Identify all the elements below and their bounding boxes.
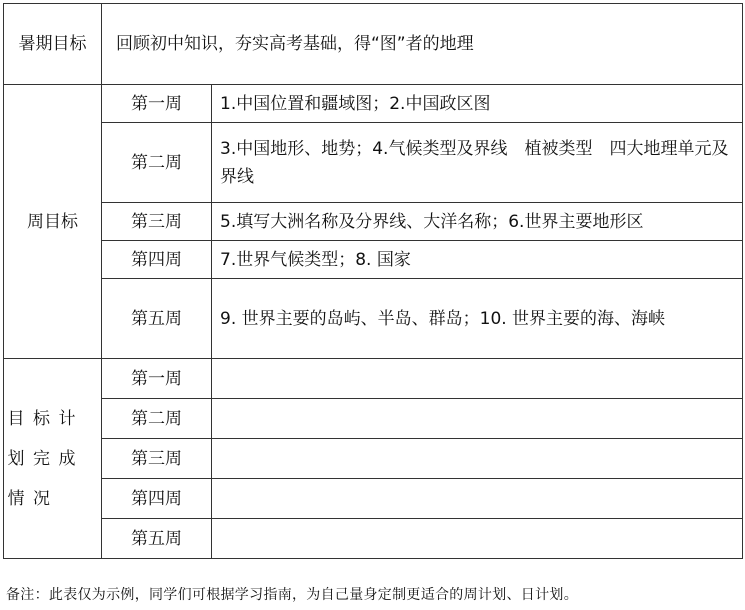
weekly-row: [4, 279, 743, 359]
completion-week-content: [212, 439, 743, 479]
summer-goal-label-cell: [4, 4, 102, 85]
completion-row: [4, 399, 743, 439]
weekly-week-content: 1.中国位置和疆域图；2.中国政区图: [212, 85, 743, 123]
weekly-week-label: 第一周: [102, 85, 212, 123]
weekly-week-content: 7.世界气候类型；8. 国家: [212, 241, 743, 279]
completion-week-label: 第四周: [102, 479, 212, 519]
footnote: 备注：此表仅为示例，同学们可根据学习指南，为自己量身定制更适合的周计划、日计划。: [6, 587, 578, 603]
completion-week-label: 第五周: [102, 519, 212, 559]
completion-row: [4, 439, 743, 479]
completion-label-cell: [4, 359, 102, 559]
weekly-week-content: 3.中国地形、地势；4.气候类型及界线 植被类型 四大地理单元及界线: [212, 123, 743, 203]
completion-week-label: 第一周: [102, 359, 212, 399]
weekly-goal-label: 周目标: [4, 85, 102, 359]
summer-goal-value: 回顾初中知识，夯实高考基础，得“图”者的地理: [102, 4, 743, 85]
completion-week-content: [212, 519, 743, 559]
summer-plan-table: [3, 3, 743, 559]
weekly-row: [4, 241, 743, 279]
weekly-week-label: 第五周: [102, 279, 212, 359]
completion-label: 目标计划完成情况: [7, 408, 84, 509]
completion-week-content: [212, 399, 743, 439]
summer-goal-row: [4, 4, 743, 85]
completion-week-label: 第三周: [102, 439, 212, 479]
weekly-week-label: 第四周: [102, 241, 212, 279]
completion-row: [4, 479, 743, 519]
weekly-week-content: 9. 世界主要的岛屿、半岛、群岛；10. 世界主要的海、海峡: [212, 279, 743, 359]
weekly-week-content: 5.填写大洲名称及分界线、大洋名称；6.世界主要地形区: [212, 203, 743, 241]
weekly-row: [4, 85, 743, 123]
weekly-row: [4, 123, 743, 203]
completion-week-content: [212, 479, 743, 519]
completion-row: [4, 519, 743, 559]
completion-row: [4, 359, 743, 399]
completion-week-content: [212, 359, 743, 399]
weekly-row: [4, 203, 743, 241]
completion-week-label: 第二周: [102, 399, 212, 439]
weekly-week-label: 第三周: [102, 203, 212, 241]
weekly-week-label: 第二周: [102, 123, 212, 203]
summer-goal-label: 暑期目标: [18, 34, 87, 54]
